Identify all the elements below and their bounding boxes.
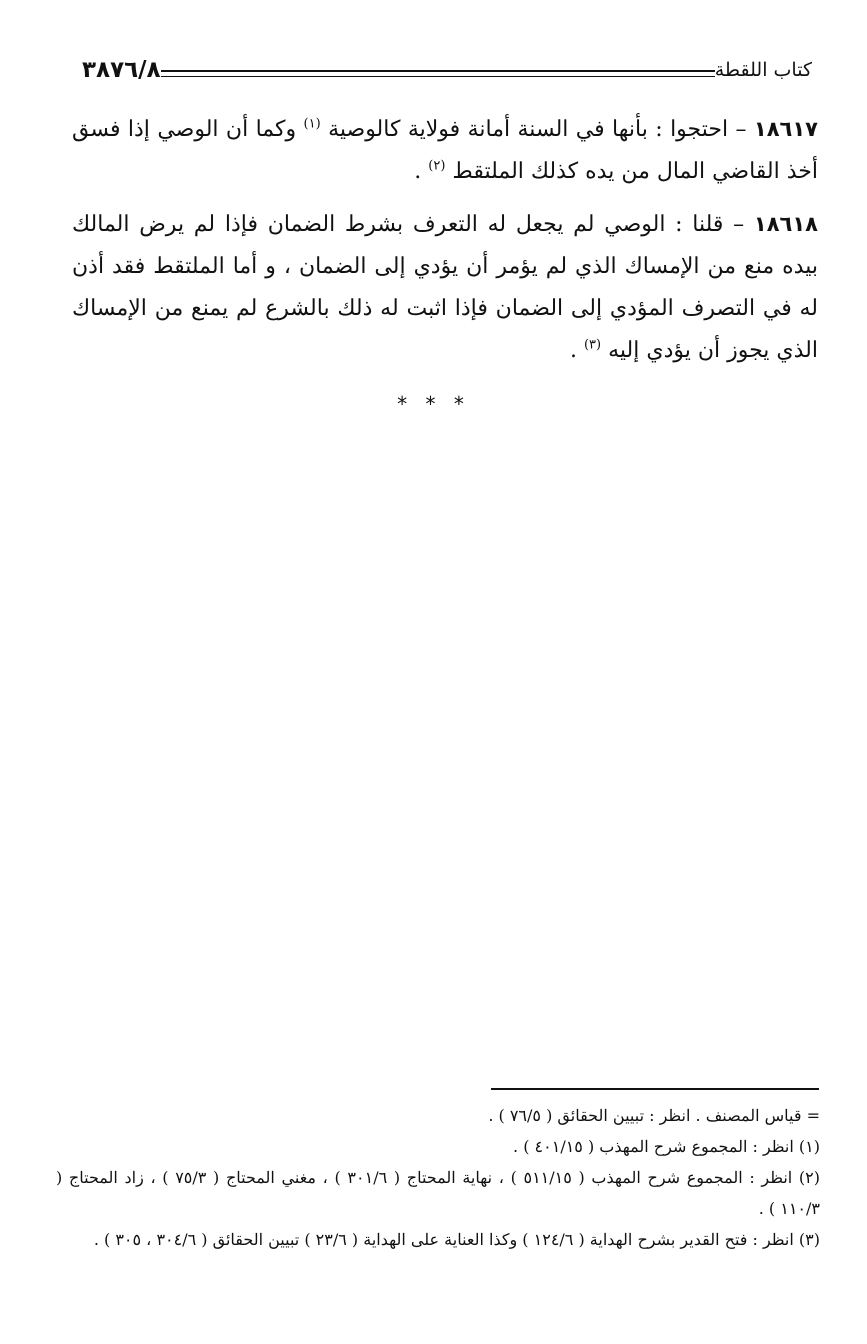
footnote-continuation: = قياس المصنف . انظر : تبيين الحقائق ( ٧٦/٥ ) . — [488, 1106, 820, 1125]
footnote-ref-1: (١) — [303, 116, 321, 132]
header-rule — [161, 70, 715, 77]
footnote-1: (١) انظر : المجموع شرح المهذب ( ٤٠١/١٥ ) . — [513, 1137, 820, 1156]
footnote-2: (٢) انظر : المجموع شرح المهذب ( ٥١١/١٥ ) ، نهاية المحتاج ( ٣٠١/٦ ) ، مغني المحتاج ( ٧٥/٣ ) ، زاد المحتاج ( ١١٠/٣ ) . — [56, 1168, 821, 1218]
body-text — [72, 108, 818, 382]
running-header — [72, 52, 818, 88]
paragraph-text: – احتجوا : بأنها في السنة أمانة فولاية كالوصية — [320, 117, 754, 142]
book-title: كتاب اللقطة — [714, 59, 812, 81]
footnote-rule — [491, 1088, 819, 1090]
footnote-ref-2: (٢) — [428, 158, 446, 174]
page-number: ٣٨٧٦/٨ — [82, 57, 161, 83]
paragraph-number: ١٨٦١٧ — [753, 117, 818, 141]
paragraph-text: وكما أن الوصي إذا فسق أخذ القاضي المال من يده كذلك الملتقط — [72, 117, 818, 184]
footnote-ref-3: (٣) — [583, 337, 602, 353]
section-separator: * * * — [397, 392, 470, 416]
paragraph-text: . — [569, 338, 584, 363]
footnote-3: (٣) انظر : فتح القدير بشرح الهداية ( ١٢٤/٦ ) وكذا العناية على الهداية ( ٢٣/٦ ) تبيين الحقائق ( ٣٠٤/٦ ، ٣٠٥ ) . — [93, 1230, 820, 1249]
footnotes — [56, 1100, 820, 1255]
paragraph-18617 — [72, 108, 818, 193]
paragraph-text: – قلنا : الوصي لم يجعل له التعرف بشرط الضمان فإذا لم يرض المالك بيده منع من الإمساك الذي لم يؤمر أن يؤدي إلى الضمان ، و أما الملتقط فقد أذن له في التصرف المؤدي إلى الضمان فإذا اثبت له ذلك بالشرع لم يمنع من الإمساك الذي يجوز أن يؤدي إليه — [72, 212, 818, 363]
paragraph-18618 — [72, 203, 818, 372]
paragraph-text: . — [414, 159, 429, 184]
paragraph-number: ١٨٦١٨ — [753, 212, 818, 236]
